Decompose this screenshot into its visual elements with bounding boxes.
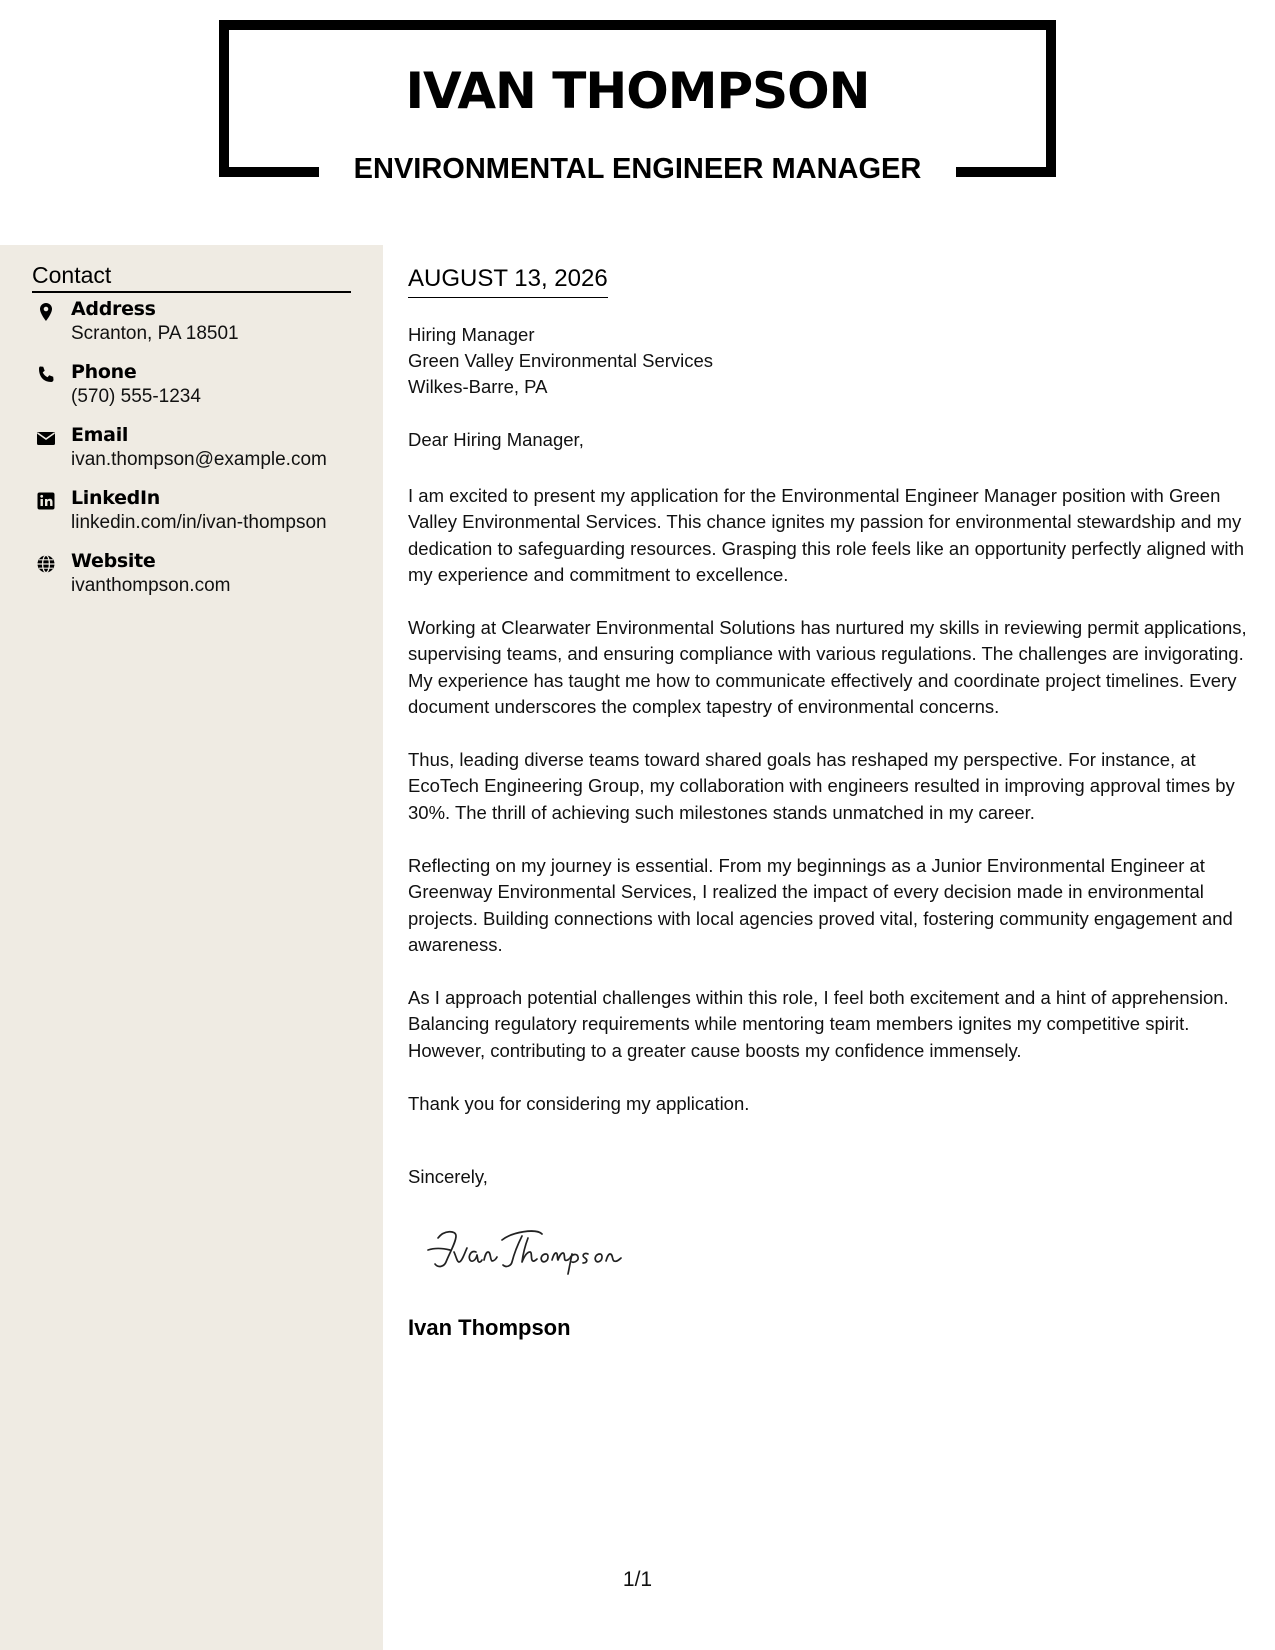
body-paragraph: Reflecting on my journey is essential. From my beginnings as a Junior Environmental Engineer at Greenway Environmental Services, I realized the impact of every decision made in environmental projects. Building connections with local agencies proved vital, fostering community engagement and awareness. xyxy=(408,855,1233,956)
body-paragraph: Thank you for considering my application. xyxy=(408,1093,750,1114)
header-frame-top xyxy=(219,20,1056,30)
body-paragraph: Working at Clearwater Environmental Solutions has nurtured my skills in reviewing permit applications, supervising teams, and ensuring compliance with various regulations. The challenges are invigorating. My experience has taught me how to communicate effectively and coordinate project timelines. Every document underscores the complex tapestry of environmental concerns. xyxy=(408,617,1247,718)
contact-sidebar xyxy=(0,245,383,1650)
closing: Sincerely, xyxy=(408,1166,488,1187)
envelope-icon xyxy=(36,428,56,448)
recipient-line: Hiring Manager xyxy=(408,324,535,345)
recipient-block xyxy=(408,322,713,400)
job-title: ENVIRONMENTAL ENGINEER MANAGER xyxy=(353,153,922,185)
page-number: 1/1 xyxy=(622,1568,653,1591)
contact-value: (570) 555-1234 xyxy=(71,386,201,407)
globe-icon xyxy=(36,554,56,574)
map-pin-icon xyxy=(36,302,56,322)
contact-value: ivanthompson.com xyxy=(71,575,231,596)
contact-value: linkedin.com/in/ivan-thompson xyxy=(71,512,327,533)
salutation: Dear Hiring Manager, xyxy=(408,429,584,450)
applicant-name: IVAN THOMPSON xyxy=(405,62,870,120)
letter-date: AUGUST 13, 2026 xyxy=(408,265,608,298)
recipient-line: Wilkes-Barre, PA xyxy=(408,376,548,397)
phone-icon xyxy=(36,365,56,385)
contact-label: Address xyxy=(71,298,156,320)
signer-name: Ivan Thompson xyxy=(408,1315,571,1340)
handwritten-signature xyxy=(424,1220,654,1280)
resume-header xyxy=(0,0,1275,245)
recipient-line: Green Valley Environmental Services xyxy=(408,350,714,371)
contact-label: Email xyxy=(71,424,129,446)
contact-label: Website xyxy=(71,550,156,572)
contact-value: Scranton, PA 18501 xyxy=(71,323,239,344)
contact-heading: Contact xyxy=(32,262,351,293)
contact-value: ivan.thompson@example.com xyxy=(71,449,327,470)
body-paragraph: I am excited to present my application for the Environmental Engineer Manager position with Green Valley Environmental Services. This chance ignites my passion for environmental stewardship and my dedication to safeguarding resources. Grasping this role feels like an opportunity perfectly aligned with my experience and commitment to excellence. xyxy=(408,485,1245,586)
body-paragraph: Thus, leading diverse teams toward shared goals has reshaped my perspective. For instance, at EcoTech Engineering Group, my collaboration with engineers resulted in improving approval times by 30%. The thrill of achieving such milestones stands unmatched in my career. xyxy=(408,749,1235,823)
linkedin-icon xyxy=(36,491,56,511)
contact-label: Phone xyxy=(71,361,137,383)
contact-label: LinkedIn xyxy=(71,487,160,509)
body-paragraph: As I approach potential challenges within this role, I feel both excitement and a hint of apprehension. Balancing regulatory requirements while mentoring team members ignites my competitive spirit. However, contributing to a greater cause boosts my confidence immensely. xyxy=(408,987,1229,1061)
